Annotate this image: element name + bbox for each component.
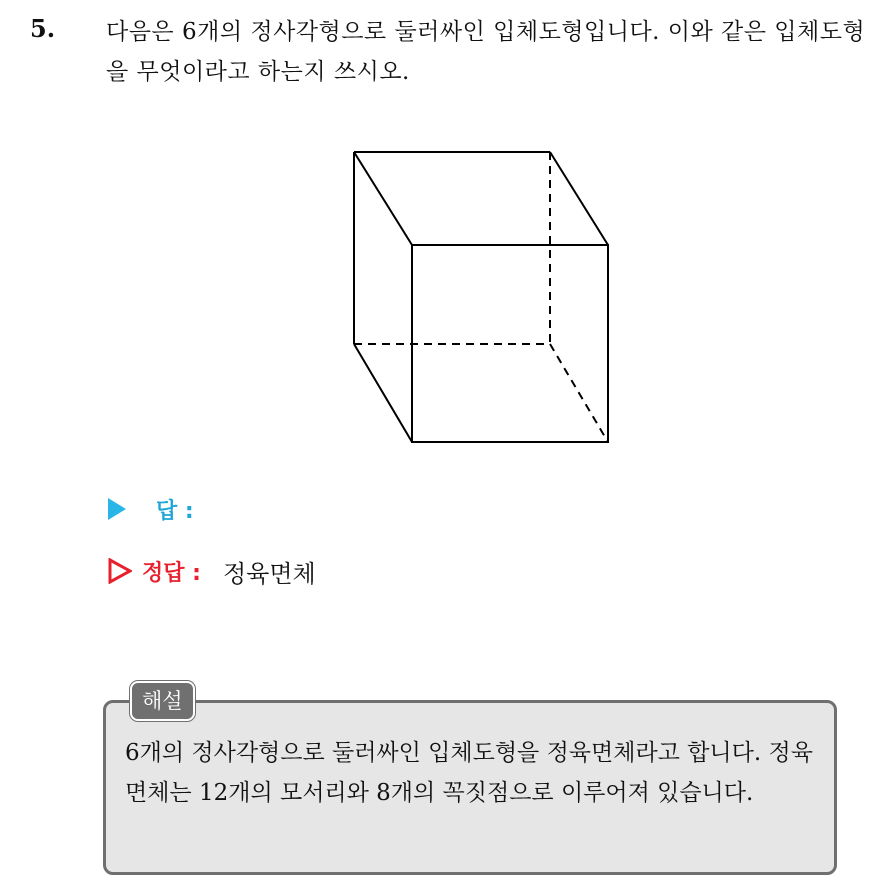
outline-arrow-icon <box>108 558 132 584</box>
cube-edge <box>354 152 412 245</box>
question-number: 5. <box>30 14 56 43</box>
cube-edge <box>550 152 608 245</box>
question-text: 다음은 6개의 정사각형으로 둘러싸인 입체도형입니다. 이와 같은 입체도형을 무엇이라고 하는지 쓰시오. <box>106 19 866 85</box>
answer-label: 답 : <box>156 498 194 524</box>
answer-row <box>108 492 194 526</box>
correct-answer-label: 정답 : <box>142 560 201 586</box>
cube-hidden-edge <box>550 344 608 442</box>
explanation-tag: 해설 <box>130 681 195 721</box>
cube-figure <box>340 140 620 454</box>
play-arrow-icon <box>108 498 126 520</box>
cube-icon <box>340 140 620 450</box>
explanation-text: 6개의 정사각형으로 둘러싸인 입체도형을 정육면체라고 합니다. 정육면체는 12개의 모서리와 8개의 꼭짓점으로 이루어져 있습니다. <box>125 740 813 806</box>
correct-answer-value: 정육면체 <box>222 559 316 588</box>
correct-answer-row <box>108 553 316 589</box>
cube-edge <box>354 344 412 442</box>
